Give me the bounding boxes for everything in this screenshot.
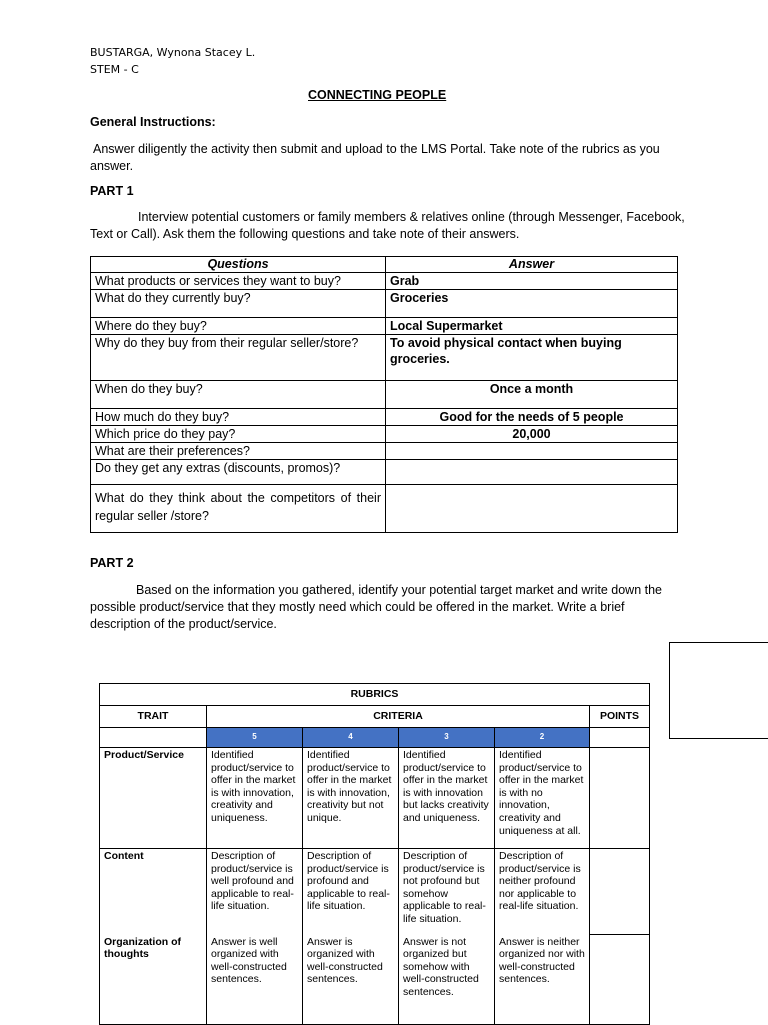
trait-cell: Product/Service	[100, 748, 207, 849]
table-row	[91, 381, 678, 409]
student-section: STEM - C	[90, 63, 139, 76]
table-row	[91, 460, 678, 485]
answer-cell	[386, 460, 678, 485]
answer-cell: Groceries	[386, 290, 678, 318]
points-header: POINTS	[590, 706, 650, 728]
criteria-cell: Identified product/service to offer in the market is with innovation, creativity but not unique.	[303, 748, 399, 849]
criteria-cell: Description of product/service is well profound and applicable to real-life situation.	[207, 849, 303, 935]
general-instructions-text: Answer diligently the activity then submit and upload to the LMS Portal. Take note of the rubrics as you answer.	[90, 142, 660, 173]
criteria-cell: Answer is organized with well-constructed sentences.	[303, 935, 399, 1025]
table-row	[91, 485, 678, 533]
criteria-cell: Identified product/service to offer in the market is with no innovation, creativity and uniqueness at all.	[495, 748, 590, 849]
answer-cell: Once a month	[386, 381, 678, 409]
criteria-cell: Identified product/service to offer in the market is with innovation, creativity and uniqueness.	[207, 748, 303, 849]
criteria-header: CRITERIA	[207, 706, 590, 728]
empty-cell	[100, 728, 207, 748]
table-row	[91, 409, 678, 426]
question-cell: What are their preferences?	[91, 443, 386, 460]
questions-header: Questions	[91, 257, 386, 273]
question-cell: What products or services they want to buy?	[91, 273, 386, 290]
table-row	[91, 426, 678, 443]
question-cell: How much do they buy?	[91, 409, 386, 426]
part2-heading: PART 2	[90, 556, 134, 570]
question-cell: Where do they buy?	[91, 318, 386, 335]
part1-text: Interview potential customers or family members & relatives online (through Messenger, Facebook, Text or Call). Ask them the following questions and take note of their answers.	[90, 210, 685, 241]
score-5: 5	[207, 728, 303, 748]
trait-header: TRAIT	[100, 706, 207, 728]
criteria-cell: Answer is neither organized nor with well-constructed sentences.	[495, 935, 590, 1025]
criteria-cell: Answer is well organized with well-constructed sentences.	[207, 935, 303, 1025]
criteria-cell: Identified product/service to offer in the market is with innovation but lacks creativity and uniqueness.	[399, 748, 495, 849]
answer-cell: Local Supermarket	[386, 318, 678, 335]
table-row	[91, 335, 678, 381]
criteria-cell: Description of product/service is profound and applicable to real-life situation.	[303, 849, 399, 935]
answer-cell	[386, 443, 678, 460]
table-row	[91, 290, 678, 318]
question-cell: Which price do they pay?	[91, 426, 386, 443]
table-row	[91, 318, 678, 335]
question-cell: Why do they buy from their regular seller/store?	[91, 335, 386, 381]
answer-cell: To avoid physical contact when buying groceries.	[386, 335, 678, 381]
criteria-cell: Description of product/service is neither profound nor applicable to real-life situation.	[495, 849, 590, 935]
general-instructions-heading: General Instructions:	[90, 115, 216, 129]
criteria-cell: Answer is not organized but somehow with well-constructed sentences.	[399, 935, 495, 1025]
student-name: BUSTARGA, Wynona Stacey L.	[90, 46, 256, 59]
question-cell: When do they buy?	[91, 381, 386, 409]
question-cell: What do they currently buy?	[91, 290, 386, 318]
rubric-row	[100, 849, 650, 935]
part2-text: Based on the information you gathered, identify your potential target market and write down the possible product/service that they mostly need which could be offered in the market. Write a brief description of the product/service.	[90, 583, 663, 631]
answer-cell	[386, 485, 678, 533]
question-cell: Do they get any extras (discounts, promos)?	[91, 460, 386, 485]
points-cell[interactable]	[590, 935, 650, 1025]
question-cell: What do they think about the competitors of their regular seller /store?	[91, 485, 386, 533]
score-box	[669, 642, 768, 739]
trait-cell: Content	[100, 849, 207, 935]
table-row	[91, 273, 678, 290]
rubrics-title: RUBRICS	[100, 684, 650, 706]
empty-cell	[590, 728, 650, 748]
answer-cell: Good for the needs of 5 people	[386, 409, 678, 426]
score-2: 2	[495, 728, 590, 748]
score-3: 3	[399, 728, 495, 748]
criteria-cell: Description of product/service is not profound but somehow applicable to real-life situation.	[399, 849, 495, 935]
rubrics-table	[99, 683, 650, 1025]
trait-cell: Organization of thoughts	[100, 935, 207, 1025]
points-cell[interactable]	[590, 849, 650, 935]
questions-table	[90, 256, 678, 533]
answer-cell: 20,000	[386, 426, 678, 443]
table-row	[91, 443, 678, 460]
score-4: 4	[303, 728, 399, 748]
answer-cell: Grab	[386, 273, 678, 290]
rubric-row	[100, 748, 650, 849]
part1-heading: PART 1	[90, 184, 134, 198]
points-cell[interactable]	[590, 748, 650, 849]
document-title: CONNECTING PEOPLE	[308, 88, 447, 102]
answer-header: Answer	[386, 257, 678, 273]
rubric-row	[100, 935, 650, 1025]
